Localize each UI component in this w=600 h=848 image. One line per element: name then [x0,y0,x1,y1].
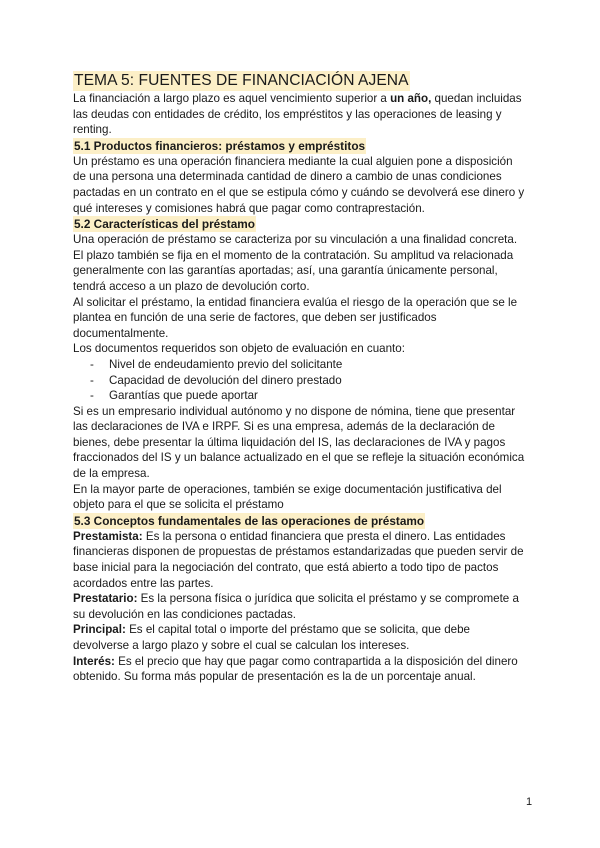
section-5-2-p5: En la mayor parte de operaciones, también se exige documentación justificativa del objeto para el que se solicita el préstamo [73,482,502,512]
definition-term: Prestamista: [73,529,143,543]
intro-bold: un año, [390,92,432,105]
section-5-1-text: Un préstamo es una operación financiera mediante la cual alguien pone a disposición de una persona una determinada cantidad de dinero a cambio de unas condiciones pactadas en un contrato en el que se estipula cómo y cuándo se devolverá ese dinero y qué intereses y comisiones habrá que pagar como contraprestación. [73,154,525,215]
list-item-text: Nivel de endeudamiento previo del solicitante [109,357,343,371]
definition-term: Principal: [73,623,126,637]
intro-text-2: quedan incluidas las deudas con entidades de crédito, los empréstitos y las operaciones de leasing y renting. [73,92,522,137]
definition-term: Interés: [73,654,115,668]
section-5-2-p1: Una operación de préstamo se caracteriza por su vinculación a una finalidad concreta. El plazo también se fija en el momento de la contratación. Su amplitud va relacionada generalmente con las garantías aportadas; así, una garantía únicamente personal, tendrá acceso a un plazo de devolución corto. [73,233,518,293]
definition-text: Es la persona física o jurídica que solicita el préstamo y se compromete a su devolución en las condiciones pactadas. [73,592,519,621]
list-item-text: Garantías que puede aportar [109,389,258,403]
dash-marker: - [90,357,94,371]
requirements-list [73,357,525,404]
section-5-2-p2: Al solicitar el préstamo, la entidad financiera evalúa el riesgo de la operación que se le plantea en función de una serie de factores, que deben ser justificados documentalmente. [73,295,518,340]
list-item-text: Capacidad de devolución del dinero prestado [109,373,342,387]
section-5-1-heading: 5.1 Productos financieros: préstamos y empréstitos [74,138,366,153]
definition-term: Prestatario: [73,592,138,606]
section-5-2-p4: Si es un empresario individual autónomo y no dispone de nómina, tiene que presentar las declaraciones de IVA e IRPF. Si es una empresa, además de la declaración de bienes, debe presentar la última liquidación del IS, las declaraciones de IVA y pagos fraccionados del IS y un balance actualizado en el que se refleje la situación económica de la empresa. [73,404,525,481]
intro-text-1: La financiación a largo plazo es aquel vencimiento superior a [73,92,391,105]
definition-text: Es el capital total o importe del préstamo que se solicita, que debe devolverse a largo plazo y sobre el cual se calculan los intereses. [73,623,470,652]
dash-marker: - [90,373,94,387]
page-title: TEMA 5: FUENTES DE FINANCIACIÓN AJENA [74,72,409,89]
page-number: 1 [526,796,533,808]
section-5-2-p3: Los documentos requeridos son objeto de evaluación en cuanto: [73,342,405,356]
list-item [73,388,525,404]
definition-prestamista [73,529,525,591]
definition-text: Es el precio que hay que pagar como contrapartida a la disposición del dinero obtenido. Su forma más popular de presentación es la de un porcentaje anual. [73,654,518,684]
dash-marker: - [90,389,94,403]
definition-prestatario [73,591,525,622]
list-item [73,357,525,373]
section-5-2-heading: 5.2 Características del préstamo [74,217,255,232]
document-page [73,71,525,685]
section-5-3-heading: 5.3 Conceptos fundamentales de las operaciones de préstamo [74,513,425,528]
definition-text: Es la persona o entidad financiera que presta el dinero. Las entidades financieras disponen de propuestas de préstamos estandarizadas que pueden servir de base inicial para la negociación del contrato, que está abierto a todo tipo de pactos acordados entre las partes. [73,529,524,590]
definition-principal [73,622,525,653]
list-item [73,373,525,389]
intro-paragraph [73,91,525,138]
definition-interes [73,654,525,685]
